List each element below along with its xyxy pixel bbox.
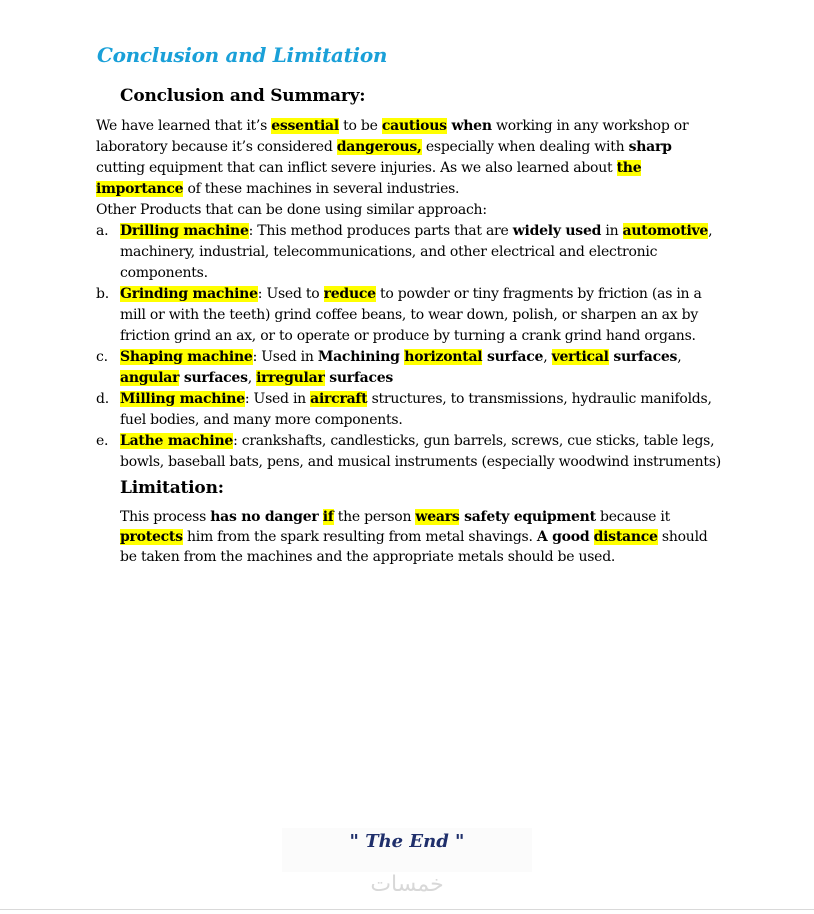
list-item: d. Milling machine: Used in aircraft structures, to transmissions, hydraulic manifolds, fuel bodies, and many more components. bbox=[96, 391, 712, 428]
list-item: a. Drilling machine: This method produces parts that are widely used in automotive, machinery, industrial, telecommunications, and other electrical and electronic components. bbox=[96, 223, 713, 281]
intro-line: Other Products that can be done using similar approach: bbox=[96, 202, 487, 218]
list-item: c. Shaping machine: Used in Machining horizontal surface, vertical surfaces, angular surfaces, irregular surfaces bbox=[96, 349, 682, 386]
products-list bbox=[96, 221, 722, 473]
conclusion-heading: Conclusion and Summary: bbox=[120, 86, 366, 106]
watermark-logo: خمسات bbox=[370, 872, 444, 897]
conclusion-text: We have learned that it’s essential to be cautious when working in any workshop or laboratory because it’s considered dangerous, especially when dealing with sharp cutting equipment that can inflict severe injuries. As we also learned about the importance of these machines in several industries. bbox=[96, 118, 689, 197]
page-title: Conclusion and Limitation bbox=[97, 43, 388, 67]
conclusion-paragraph bbox=[96, 116, 722, 221]
list-item: b. Grinding machine: Used to reduce to powder or tiny fragments by friction (as in a mill or with the teeth) grind coffee beans, to wear down, polish, or sharpen an ax by friction grind an ax, or to operate or produce by turning a crank grind hand organs. bbox=[96, 286, 702, 344]
limitation-paragraph: This process has no danger if the person wears safety equipment because it protects him from the spark resulting from metal shavings. A good distance should be taken from the machines and the appropriate metals should be used. bbox=[120, 509, 708, 565]
limitation-heading: Limitation: bbox=[120, 478, 224, 498]
list-item: e. Lathe machine: crankshafts, candlesticks, gun barrels, screws, cue sticks, table legs, bowls, baseball bats, pens, and musical instruments (especially woodwind instruments) bbox=[96, 433, 721, 470]
page-bottom-rule bbox=[0, 909, 814, 910]
the-end-text: " The End " bbox=[349, 831, 465, 852]
